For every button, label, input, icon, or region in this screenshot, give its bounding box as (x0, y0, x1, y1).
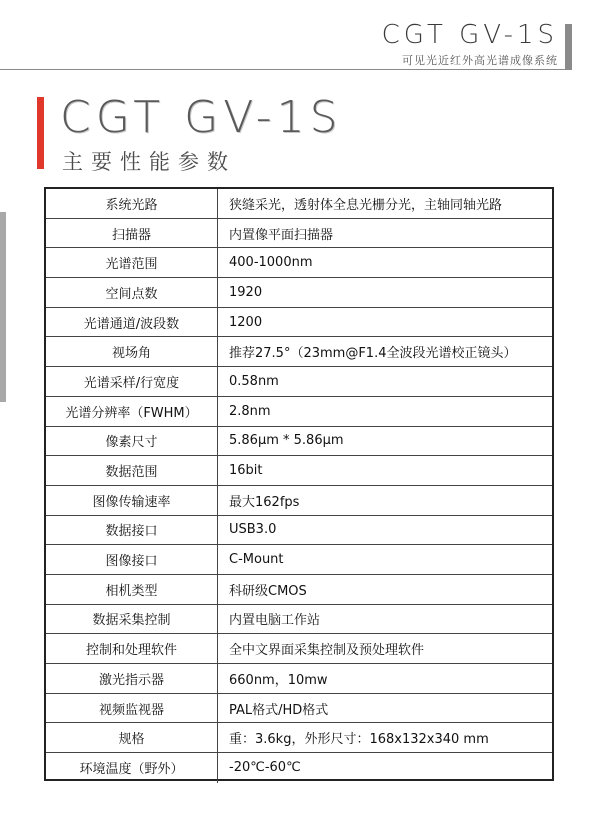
spec-value: 0.58nm (229, 373, 279, 389)
header-title: CGT GV-1S (381, 20, 558, 50)
spec-label: 扫描器 (46, 219, 218, 248)
spec-row (46, 308, 552, 338)
spec-row (46, 367, 552, 397)
spec-value: 重：3.6kg，外形尺寸：168x132x340 mm (229, 732, 489, 748)
spec-label: 视频监视器 (46, 694, 218, 723)
spec-label: 光谱分辨率（FWHM） (46, 397, 218, 426)
section-subtitle: 主要性能参数 (62, 150, 236, 174)
spec-value: 1200 (229, 314, 263, 330)
spec-row (46, 634, 552, 664)
spec-value: 推荐27.5°（23mm@F1.4全波段光谱校正镜头） (229, 346, 517, 362)
spec-value: 内置像平面扫描器 (229, 227, 334, 243)
spec-row (46, 278, 552, 308)
spec-label: 数据采集控制 (46, 605, 218, 634)
spec-label: 数据范围 (46, 456, 218, 485)
spec-table (44, 187, 554, 781)
spec-row (46, 486, 552, 516)
spec-value: 400-1000nm (229, 255, 313, 271)
spec-label: 光谱采样/行宽度 (46, 367, 218, 396)
spec-label: 规格 (46, 723, 218, 752)
spec-label: 环境温度（野外） (46, 753, 218, 783)
header-accent-bar (565, 24, 572, 70)
spec-row (46, 456, 552, 486)
spec-value: 狭缝采光，透射体全息光栅分光，主轴同轴光路 (229, 197, 503, 213)
spec-row (46, 516, 552, 546)
spec-value: 最大162fps (229, 494, 300, 510)
spec-row (46, 694, 552, 724)
header-divider (0, 69, 572, 70)
spec-row (46, 664, 552, 694)
spec-value: 内置电脑工作站 (229, 613, 321, 629)
spec-value: 660nm，10mw (229, 672, 328, 688)
spec-row (46, 575, 552, 605)
spec-row (46, 427, 552, 457)
spec-label: 数据接口 (46, 516, 218, 545)
spec-value: PAL格式/HD格式 (229, 702, 329, 718)
spec-value: C-Mount (229, 552, 284, 568)
spec-row (46, 219, 552, 249)
spec-label: 图像传输速率 (46, 486, 218, 515)
spec-label: 图像接口 (46, 545, 218, 574)
spec-row (46, 337, 552, 367)
spec-row (46, 723, 552, 753)
spec-value: 5.86μm * 5.86μm (229, 433, 344, 449)
spec-row (46, 189, 552, 219)
spec-value: 全中文界面采集控制及预处理软件 (229, 643, 425, 659)
spec-value: 2.8nm (229, 403, 271, 419)
spec-value: 16bit (229, 463, 263, 479)
spec-label: 激光指示器 (46, 664, 218, 693)
spec-value: 科研级CMOS (229, 583, 307, 599)
spec-label: 控制和处理软件 (46, 634, 218, 663)
spec-label: 光谱范围 (46, 248, 218, 277)
spec-row (46, 605, 552, 635)
left-margin-bar (0, 212, 6, 402)
spec-label: 像素尺寸 (46, 427, 218, 456)
spec-label: 系统光路 (46, 189, 218, 218)
spec-label: 视场角 (46, 337, 218, 366)
spec-label: 光谱通道/波段数 (46, 308, 218, 337)
section-accent-bar (37, 97, 44, 169)
header-subtitle: 可见光近红外高光谱成像系统 (402, 54, 558, 67)
spec-row (46, 753, 552, 783)
spec-value: -20℃-60℃ (229, 760, 301, 776)
section-title: CGT GV-1S (60, 92, 343, 143)
spec-row (46, 545, 552, 575)
spec-row (46, 397, 552, 427)
spec-label: 相机类型 (46, 575, 218, 604)
spec-value: USB3.0 (229, 522, 277, 538)
spec-row (46, 248, 552, 278)
spec-value: 1920 (229, 284, 263, 300)
spec-label: 空间点数 (46, 278, 218, 307)
